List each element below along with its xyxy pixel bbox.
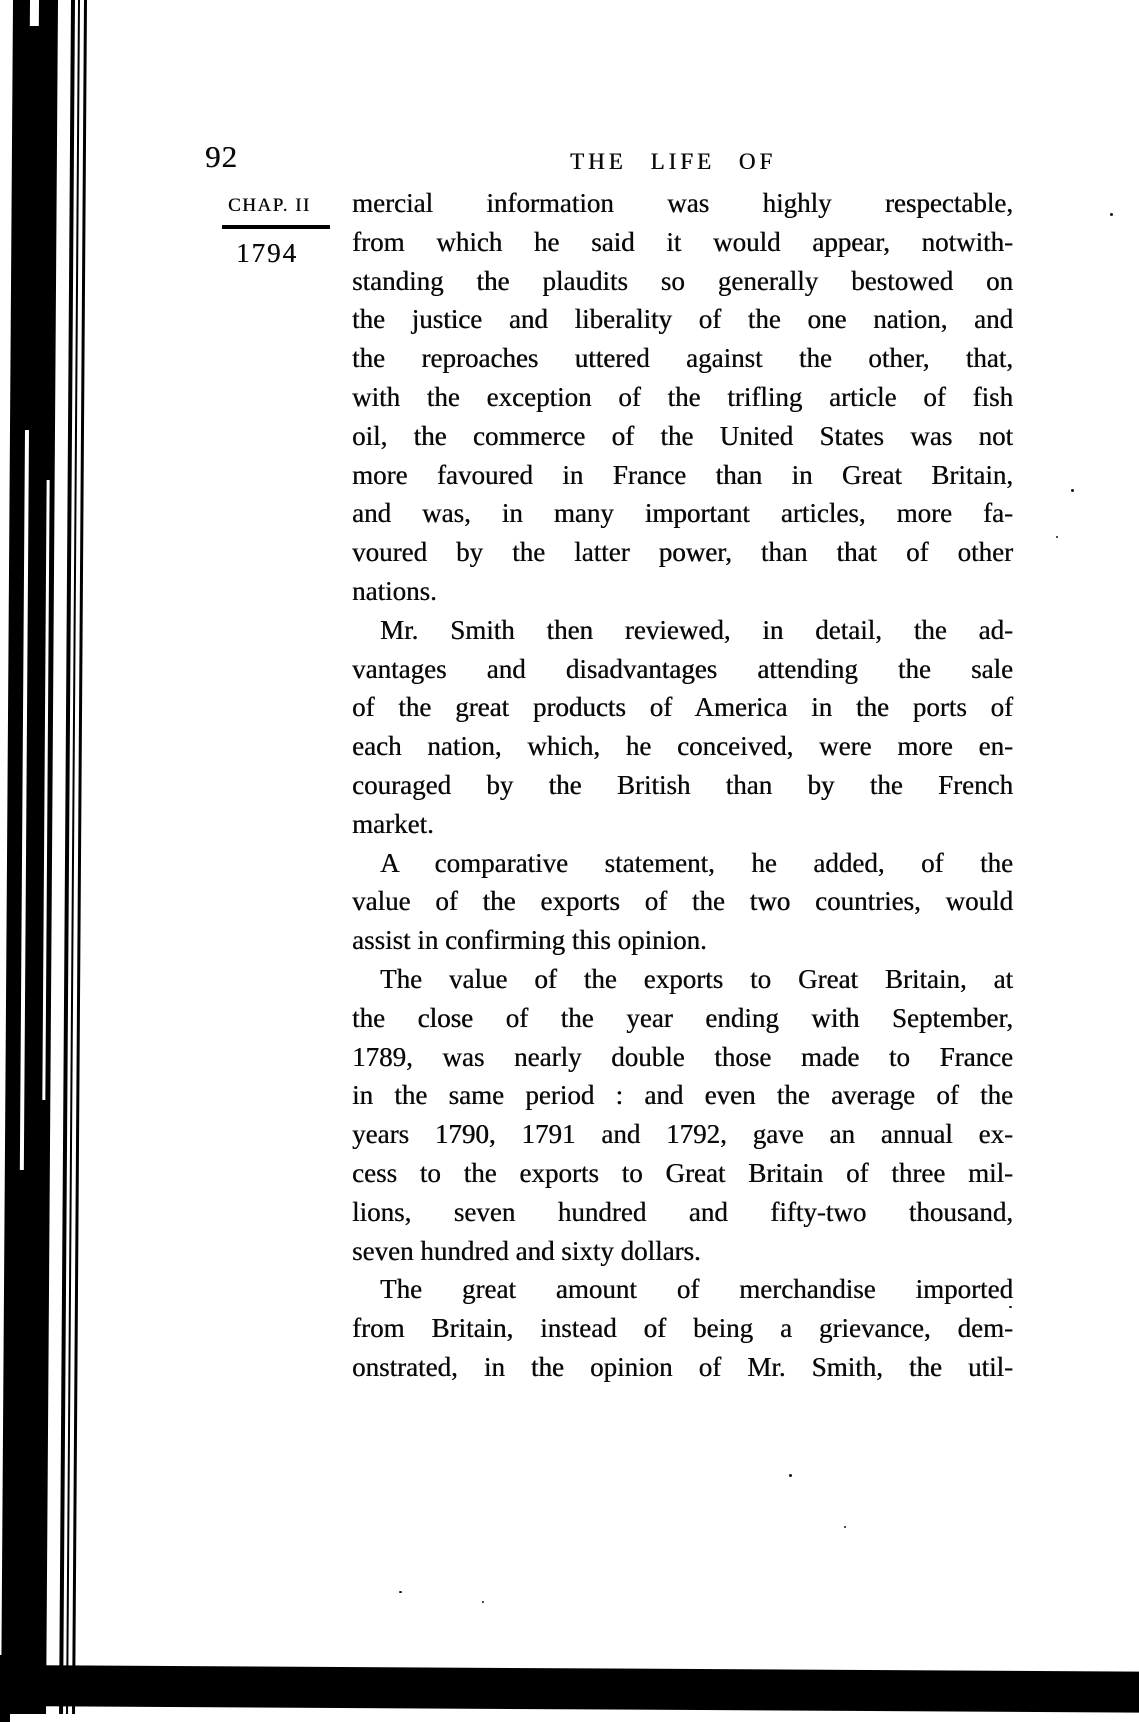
margin-chapter-label: CHAP. II: [228, 195, 311, 216]
ink-speck: [399, 1591, 402, 1593]
text-line: value of the exports of the two countries, would: [352, 886, 1013, 917]
text-line: Mr. Smith then reviewed, in detail, the ad-: [380, 614, 1013, 645]
page-number: 92: [205, 139, 238, 174]
text-line: with the exception of the trifling article of fish: [352, 381, 1013, 412]
text-line: The great amount of merchandise imported: [380, 1274, 1013, 1305]
scan-gutter-band: [1, 0, 58, 1714]
text-line: 1789, was nearly double those made to France: [352, 1041, 1013, 1072]
text-line: onstrated, in the opinion of Mr. Smith, the util-: [352, 1351, 1013, 1382]
scan-gutter: [0, 0, 100, 1722]
ink-speck: [482, 1601, 484, 1603]
ink-speck: [1056, 536, 1058, 538]
text-line: The value of the exports to Great Britain, at: [380, 963, 1013, 994]
margin-year-label: 1794: [236, 238, 298, 268]
text-line: the close of the year ending with September,: [352, 1002, 1013, 1033]
text-line: mercial information was highly respectable,: [352, 188, 1013, 218]
text-line: oil, the commerce of the United States was not: [352, 420, 1013, 451]
text-line: in the same period : and even the average of the: [352, 1080, 1013, 1111]
body-text: [352, 184, 1013, 1387]
text-line: cess to the exports to Great Britain of three mil-: [352, 1157, 1013, 1188]
text-line: nations.: [352, 575, 437, 606]
text-line: from Britain, instead of being a grievance, dem-: [352, 1313, 1013, 1344]
ink-speck: [1071, 489, 1074, 492]
ink-speck: [844, 1526, 846, 1528]
text-line: voured by the latter power, than that of other: [352, 537, 1013, 568]
text-line: years 1790, 1791 and 1792, gave an annual ex-: [352, 1119, 1013, 1150]
text-line: standing the plaudits so generally bestowed on: [352, 265, 1013, 296]
text-line: the reproaches uttered against the other, that,: [352, 343, 1013, 374]
text-line: market.: [352, 808, 434, 839]
text-line: more favoured in France than in Great Britain,: [352, 459, 1013, 490]
text-line: of the great products of America in the ports of: [352, 692, 1013, 723]
text-line: A comparative statement, he added, of the: [380, 847, 1013, 878]
text-line: couraged by the British than by the French: [352, 769, 1013, 800]
running-header: THE LIFE OF: [570, 149, 777, 174]
text-line: seven hundred and sixty dollars.: [352, 1235, 701, 1266]
text-line: from which he said it would appear, notwith-: [352, 226, 1013, 257]
text-line: the justice and liberality of the one nation, and: [352, 304, 1013, 335]
scan-corner-mark: [0, 1655, 10, 1722]
text-line: assist in confirming this opinion.: [352, 925, 707, 956]
text-line: and was, in many important articles, more fa-: [352, 498, 1013, 529]
margin-rule: [222, 225, 330, 229]
ink-speck: [1110, 213, 1113, 216]
text-line: each nation, which, he conceived, were more en-: [352, 731, 1013, 762]
scan-gutter-white-streak: [30, 0, 39, 26]
ink-speck: [789, 1474, 792, 1477]
text-line: vantages and disadvantages attending the sale: [352, 653, 1013, 684]
text-line: lions, seven hundred and fifty-two thousand,: [352, 1196, 1013, 1227]
scan-bottom-band: [0, 1665, 1139, 1713]
